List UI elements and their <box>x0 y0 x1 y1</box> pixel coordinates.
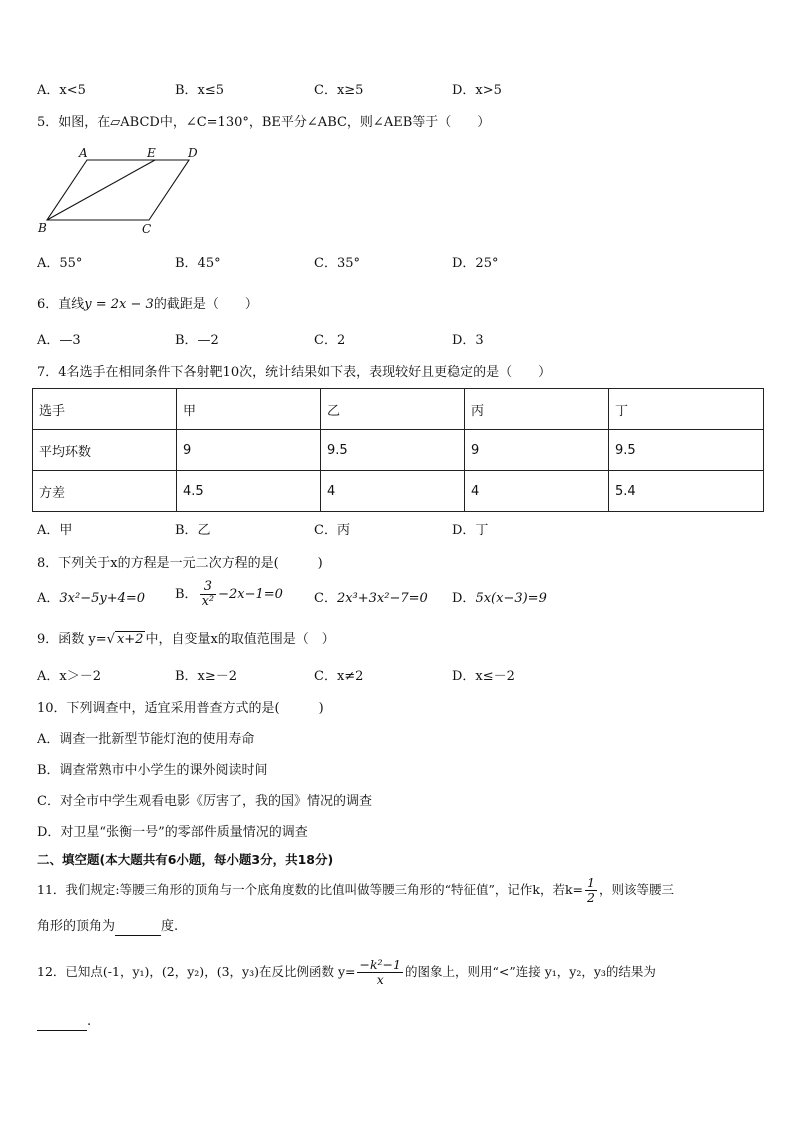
q7-option-d: D．丁 <box>452 523 489 538</box>
segment-be <box>47 160 155 220</box>
table-row <box>33 430 764 471</box>
table-cell: 甲 <box>177 389 321 430</box>
q7-option-c: C．丙 <box>314 523 350 538</box>
q8-c-expr: 2x³+3x²−7=0 <box>336 591 428 606</box>
label-b: B <box>38 221 47 235</box>
table-cell: 9 <box>465 430 609 471</box>
q9-suffix: 中，自变量x的取值范围是（ ） <box>145 632 335 647</box>
q5-option-c: C．35° <box>314 256 360 271</box>
q11-fraction <box>585 876 597 905</box>
q8-d-expr: 5x(x−3)=9 <box>475 591 547 606</box>
q11-numerator: 1 <box>587 875 595 890</box>
q12-line1 <box>37 958 656 987</box>
q11-line2-suffix: 度. <box>161 919 179 934</box>
q5-option-d: D．25° <box>452 256 499 271</box>
q9-radicand: x+2 <box>116 632 144 647</box>
table-row <box>33 471 764 512</box>
q7-option-a: A．甲 <box>37 523 73 538</box>
sqrt-expression <box>107 631 146 649</box>
q4-option-a: A．x<5 <box>37 83 86 98</box>
q6-prefix: 6．直线 <box>37 297 85 312</box>
q4-option-c: C．x≥5 <box>314 83 364 98</box>
table-cell: 乙 <box>321 389 465 430</box>
answer-blank[interactable] <box>115 921 161 936</box>
q8-a-expr: 3x²−5y+4=0 <box>59 591 146 606</box>
q8-b-denominator: x² <box>201 594 215 609</box>
q12-fraction <box>357 958 403 987</box>
q6-option-d: D．3 <box>452 333 484 348</box>
q10-option-b: B．调查常熟市中小学生的课外阅读时间 <box>37 763 268 778</box>
table-cell: 4 <box>321 471 465 512</box>
label-c: C <box>142 222 152 236</box>
q8-b-rest: −2x−1=0 <box>218 587 283 602</box>
q7-stem: 7．4名选手在相同条件下各射靶10次，统计结果如下表，表现较好且更稳定的是（ ） <box>37 365 552 380</box>
q9-stem <box>37 631 335 649</box>
table-cell: 4.5 <box>177 471 321 512</box>
q9-option-b: B．x≥－2 <box>175 669 238 684</box>
q7-option-b: B．乙 <box>175 523 211 538</box>
stats-table <box>32 388 764 512</box>
q5-option-b: B．45° <box>175 256 221 271</box>
q12-line2 <box>37 1013 91 1031</box>
q11-suffix: ，则该等腰三 <box>598 882 674 897</box>
q12-prefix: 12．已知点(-1，y₁)，(2，y₂)，(3，y₃)在反比例函数 y= <box>37 964 356 979</box>
q9-option-a: A．x＞－2 <box>37 669 101 684</box>
q8-stem: 8．下列关于x的方程是一元二次方程的是( ) <box>37 556 323 571</box>
q11-line1 <box>37 876 674 905</box>
table-cell: 方差 <box>33 471 177 512</box>
q5-stem: 5．如图，在▱ABCD中，∠C=130°，BE平分∠ABC，则∠AEB等于（ ） <box>37 115 491 130</box>
section-heading-fill-in: 二、填空题(本大题共有6小题，每小题3分，共18分) <box>37 852 334 867</box>
q4-option-b: B．x≤5 <box>175 83 225 98</box>
label-d: D <box>188 146 198 160</box>
table-cell: 平均环数 <box>33 430 177 471</box>
label-a: A <box>79 146 88 160</box>
q9-option-c: C．x≠2 <box>314 669 364 684</box>
q10-option-c: C．对全市中学生观看电影《厉害了，我的国》情况的调查 <box>37 794 372 809</box>
q10-option-a: A．调查一批新型节能灯泡的使用寿命 <box>37 732 255 747</box>
q11-line2-prefix: 角形的顶角为 <box>37 919 116 934</box>
table-cell: 9.5 <box>609 430 764 471</box>
q5-option-a: A．55° <box>37 256 83 271</box>
q12-numerator: −k²−1 <box>359 957 401 972</box>
q8-d-label: D． <box>452 591 476 606</box>
q8-b-fraction <box>200 580 217 609</box>
answer-blank[interactable] <box>37 1016 87 1031</box>
q6-suffix: 的截距是（ ） <box>153 297 258 312</box>
parallelogram-abcd <box>47 160 189 220</box>
q8-b-numerator: 3 <box>200 580 217 595</box>
q6-option-a: A．—3 <box>37 333 81 348</box>
q8-option-a <box>37 590 145 608</box>
table-cell: 丙 <box>465 389 609 430</box>
table-cell: 4 <box>465 471 609 512</box>
q9-option-d: D．x≤－2 <box>452 669 515 684</box>
q11-denominator: 2 <box>587 890 595 905</box>
table-cell: 丁 <box>609 389 764 430</box>
q10-option-d: D．对卫星“张衡一号”的零部件质量情况的调查 <box>37 825 308 840</box>
q6-option-c: C．2 <box>314 333 346 348</box>
q6-option-b: B．—2 <box>175 333 219 348</box>
q9-prefix: 9．函数 y= <box>37 632 107 647</box>
q8-option-b <box>175 580 283 609</box>
q6-equation: y = 2x − 3 <box>84 297 154 312</box>
q12-suffix: 的图象上，则用“<”连接 y₁，y₂，y₃的结果为 <box>404 964 656 979</box>
table-cell: 5.4 <box>609 471 764 512</box>
q10-stem: 10．下列调查中，适宜采用普查方式的是( ) <box>37 701 324 716</box>
q11-line2 <box>37 918 178 936</box>
table-cell: 9 <box>177 430 321 471</box>
radical-sign: √ <box>106 632 115 647</box>
table-cell: 9.5 <box>321 430 465 471</box>
q4-option-d: D．x>5 <box>452 83 502 98</box>
table-cell: 选手 <box>33 389 177 430</box>
q6-stem <box>37 296 258 314</box>
q8-b-label: B． <box>175 587 198 602</box>
q12-denominator: x <box>376 972 384 987</box>
parallelogram-figure <box>35 142 205 237</box>
q8-c-label: C． <box>314 591 337 606</box>
table-header-row <box>33 389 764 430</box>
q11-text: 11．我们规定:等腰三角形的顶角与一个底角度数的比值叫做等腰三角形的“特征值”，记作k，若k= <box>37 882 584 897</box>
q8-a-label: A． <box>37 591 60 606</box>
label-e: E <box>147 146 156 160</box>
q8-option-d <box>452 590 547 608</box>
q8-option-c <box>314 590 428 608</box>
q12-end: . <box>87 1014 92 1029</box>
